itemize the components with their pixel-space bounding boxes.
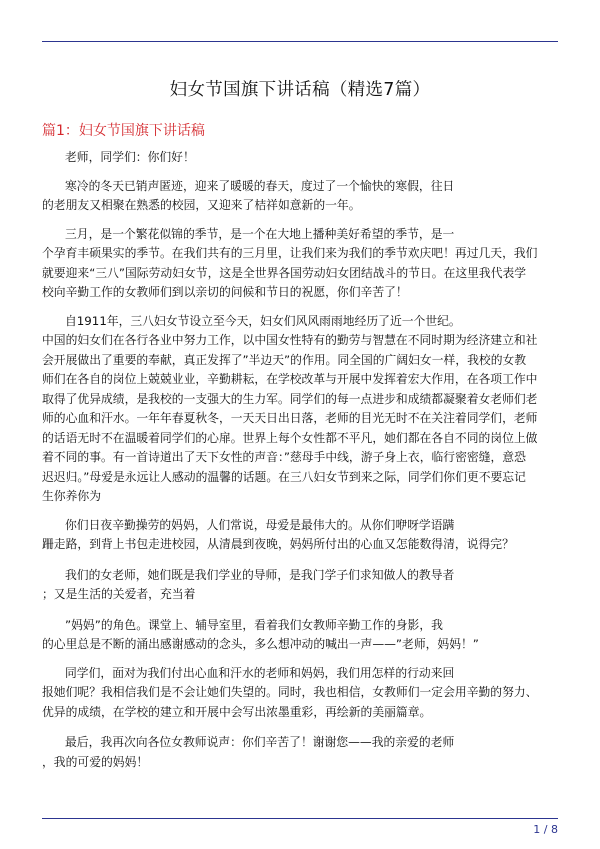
paragraph-line: 跚走路，到背上书包走进校园，从清晨到夜晚，妈妈所付出的心血又怎能数得清，说得完？ xyxy=(42,537,514,551)
paragraph-line: 同学们，面对为我们付出心血和汗水的老师和妈妈，我们用怎样的行动来回 xyxy=(65,665,455,680)
paragraph-line: 就要迎来“三八”国际劳动妇女节，这是全世界各国劳动妇女团结战斗的节日。在这里我代表学 xyxy=(42,265,527,280)
paragraph-line: 的话语无时不在温暖着同学们的心扉。世界上每个女性都不平凡，她们都在各自不同的岗位上做 xyxy=(42,430,538,445)
paragraph-line: 取得了优异成绩，是我校的一支强大的生力军。同学们的每一点进步和成绩都凝聚着女老师们老 xyxy=(42,391,538,406)
page-number: 1 / 8 xyxy=(533,823,558,836)
paragraph-line: 师的心血和汗水。一年年春夏秋冬，一天天日出日落，老师的目光无时不在关注着同学们，老师 xyxy=(42,411,538,425)
paragraph-line: 师们在各自的岗位上兢兢业业，辛勤耕耘，在学校改革与开展中发挥着宏大作用，在各项工作中 xyxy=(42,372,538,386)
paragraph-line: 生你养你为 xyxy=(42,489,101,503)
paragraph-line: 校向辛勤工作的女教师们到以亲切的问候和节日的祝愿，你们辛苦了！ xyxy=(42,285,408,299)
paragraph-line: 老师，同学们：你们好！ xyxy=(65,150,195,164)
paragraph-line: 自1911年，三八妇女节设立至今天，妇女们风风雨雨地经历了近一个世纪。 xyxy=(65,313,461,328)
paragraph-line: 寒冷的冬天已销声匿迹，迎来了暖暖的春天，度过了一个愉快的寒假，往日 xyxy=(65,178,455,193)
speech-body xyxy=(42,148,558,772)
paragraph-line: ，我的可爱的妈妈！ xyxy=(42,754,149,769)
paragraph-line: 的心里总是不断的涌出感谢感动的念头，多么想冲动的喊出一声——”老师，妈妈！” xyxy=(42,637,479,651)
paragraph-line: 个孕育丰硕果实的季节。在我们共有的三月里，让我们来为我们的季节欢庆吧！再过几天，我们 xyxy=(42,246,538,260)
paragraph-line: 报她们呢？我相信我们是不会让她们失望的。同时，我也相信，女教师们一定会用辛勤的努力、 xyxy=(42,685,538,699)
paragraph-line: 着不同的事。有一首诗道出了天下女性的声音：”慈母手中线，游子身上衣，临行密密缝，意恐 xyxy=(42,450,526,464)
paragraph-line: 三月，是一个繁花似锦的季节，是一个在大地上播种美好希望的季节，是一 xyxy=(65,226,455,241)
paragraph-line: 你们日夜辛勤操劳的妈妈，人们常说，母爱是最伟大的。从你们咿呀学语蹒 xyxy=(65,517,455,532)
paragraph-line: 会开展做出了重要的奉献，真正发挥了”半边天”的作用。同全国的广阔妇女一样，我校的女教 xyxy=(42,352,527,367)
section-heading: 篇1：妇女节国旗下讲话稿 xyxy=(42,123,205,139)
paragraph-line: 优异的成绩，在学校的建立和开展中会写出浓墨重彩，再绘新的美丽篇章。 xyxy=(42,704,432,719)
footer-rule xyxy=(42,818,558,819)
paragraph-line: ；又是生活的关爱者，充当着 xyxy=(42,587,196,601)
paragraph-line: 迟迟归。”母爱是永远让人感动的温馨的话题。在三八妇女节到来之际，同学们你们更不要忘记 xyxy=(42,469,526,484)
page-title: 妇女节国旗下讲话稿（精选7篇） xyxy=(169,80,431,100)
paragraph-line: ”妈妈”的角色。课堂上、辅导室里，看着我们女教师辛勤工作的身影，我 xyxy=(65,617,443,632)
paragraph-line: 我们的女老师，她们既是我们学业的导师，是我门学子们求知做人的教导者 xyxy=(65,567,455,582)
paragraph-line: 最后，我再次向各位女教师说声：你们辛苦了！谢谢您——我的亲爱的老师 xyxy=(65,735,455,749)
header-rule xyxy=(42,41,558,42)
paragraph-line: 中国的妇女们在各行各业中努力工作，以中国女性特有的勤劳与智慧在不同时期为经济建立和社 xyxy=(42,333,538,347)
paragraph-line: 的老朋友又相聚在熟悉的校园，又迎来了桔祥如意新的一年。 xyxy=(42,198,361,212)
